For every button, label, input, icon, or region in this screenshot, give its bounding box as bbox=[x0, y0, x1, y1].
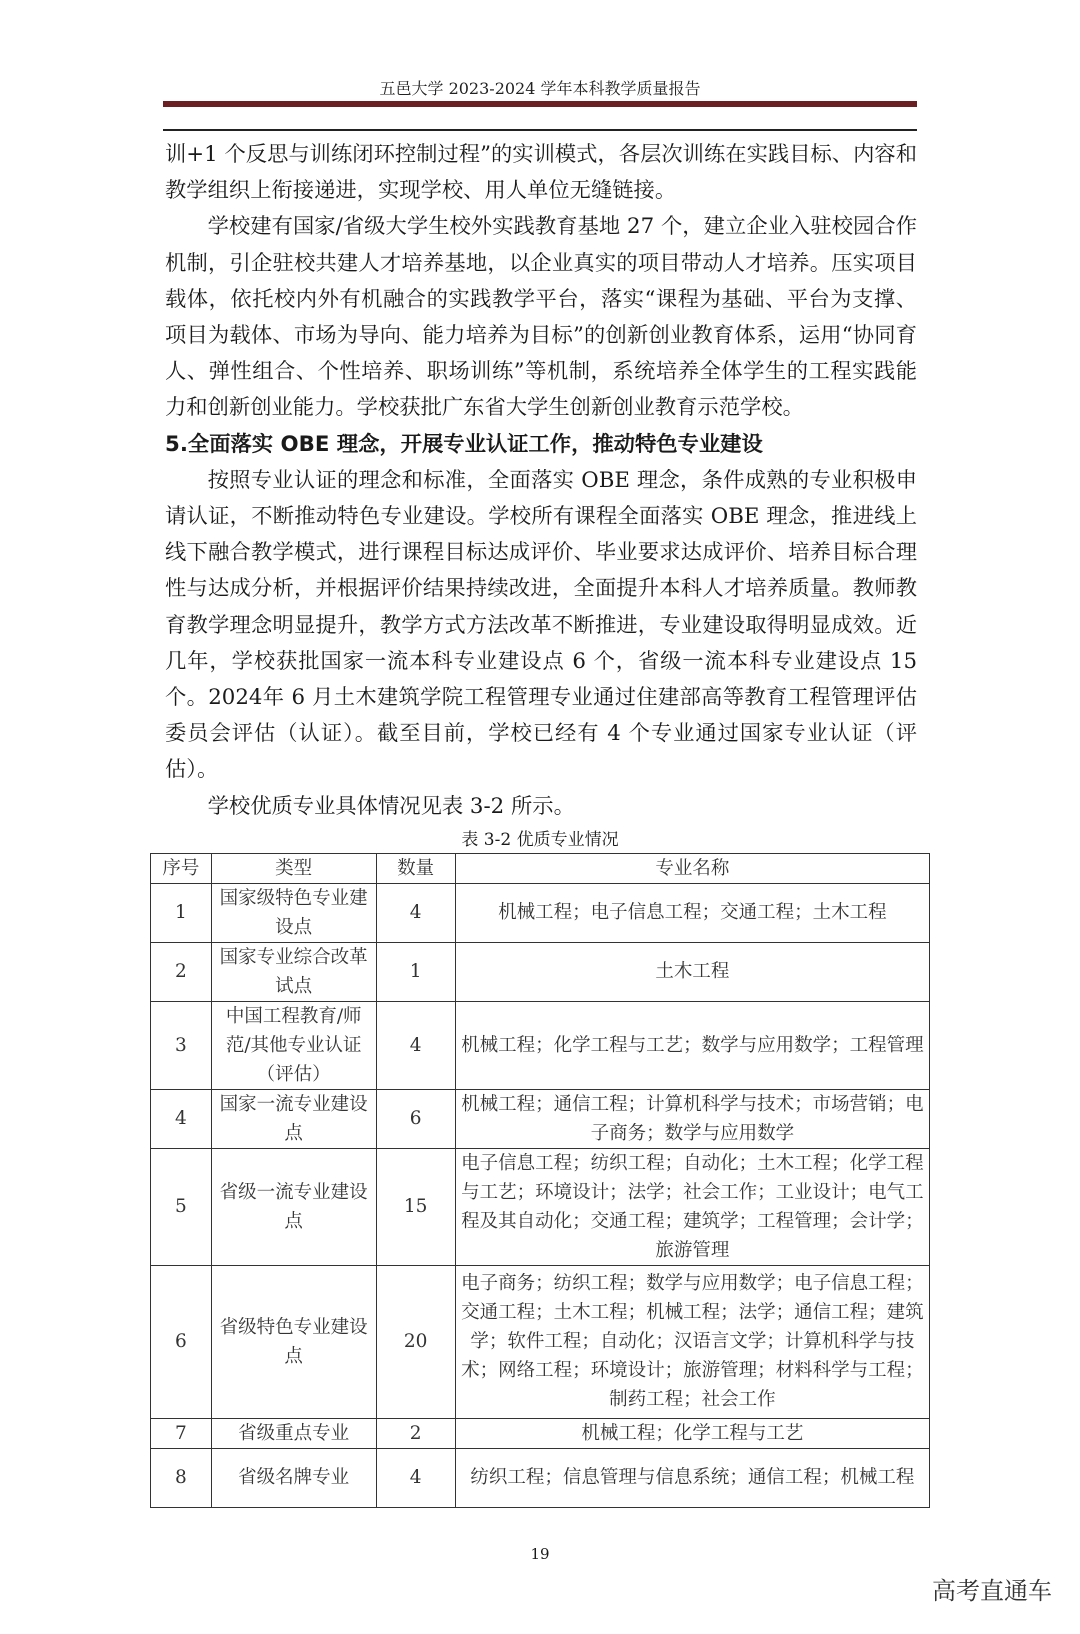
page-number-row bbox=[0, 1544, 1080, 1564]
header-rule-red bbox=[163, 101, 917, 107]
row-number: 4 bbox=[151, 1089, 212, 1148]
row-majors: 纺织工程；信息管理与信息系统；通信工程；机械工程 bbox=[455, 1448, 929, 1507]
row-type: 省级重点专业 bbox=[211, 1418, 376, 1448]
paragraph: 按照专业认证的理念和标准，全面落实 OBE 理念，条件成熟的专业积极申请认证，不断推动特色专业建设。学校所有课程全面落实 OBE 理念，推进线上线下融合教学模式，进行课程目标达成评价、毕业要求达成评价、培养目标合理性与达成分析，并根据评价结果持续改进，全面提升本科人才培养质量。教师教育教学理念明显提升，教学方式方法改革不断推进，专业建设取得明显成效。近几年，学校获批国家一流本科专业建设点 6 个，省级一流本科专业建设点 15 个。2024年 6 月土木建筑学院工程管理专业通过住建部高等教育工程管理评估委员会评估（认证）。截至目前，学校已经有 4 个专业通过国家专业认证（评估）。 bbox=[165, 467, 917, 783]
row-majors: 机械工程；电子信息工程；交通工程；土木工程 bbox=[455, 883, 929, 942]
row-count: 15 bbox=[376, 1148, 455, 1265]
table-row bbox=[151, 1089, 930, 1148]
paragraph: 学校建有国家/省级大学生校外实践教育基地 27 个，建立企业入驻校园合作机制，引企驻校共建人才培养基地，以企业真实的项目带动人才培养。压实项目载体，依托校内外有机融合的实践教学平台，落实“课程为基础、平台为支撑、项目为载体、市场为导向、能力培养为目标”的创新创业教育体系，运用“协同育人、弹性组合、个性培养、职场训练”等机制，系统培养全体学生的工程实践能力和创新创业能力。学校获批广东省大学生创新创业教育示范学校。 bbox=[165, 214, 917, 421]
row-count: 20 bbox=[376, 1265, 455, 1418]
row-majors: 电子信息工程；纺织工程；自动化；土木工程；化学工程与工艺；环境设计；法学；社会工作；工业设计；电气工程及其自动化；交通工程；建筑学；工程管理；会计学；旅游管理 bbox=[455, 1148, 929, 1265]
row-type: 省级名牌专业 bbox=[211, 1448, 376, 1507]
page-content bbox=[0, 137, 1080, 1564]
row-type: 省级一流专业建设点 bbox=[211, 1148, 376, 1265]
table-row bbox=[151, 1001, 930, 1089]
table-row bbox=[151, 1148, 930, 1265]
row-number: 7 bbox=[151, 1418, 212, 1448]
row-number: 1 bbox=[151, 883, 212, 942]
table-row bbox=[151, 1265, 930, 1418]
row-number: 2 bbox=[151, 942, 212, 1001]
table-row bbox=[151, 942, 930, 1001]
row-majors: 电子商务；纺织工程；数学与应用数学；电子信息工程；交通工程；土木工程；机械工程；法学；通信工程；建筑学；软件工程；自动化；汉语言文学；计算机科学与技术；网络工程；环境设计；旅游管理；材料科学与工程；制药工程；社会工作 bbox=[455, 1265, 929, 1418]
body-text bbox=[165, 137, 917, 825]
row-majors: 机械工程；化学工程与工艺 bbox=[455, 1418, 929, 1448]
row-type: 国家级特色专业建设点 bbox=[211, 883, 376, 942]
row-type: 国家专业综合改革试点 bbox=[211, 942, 376, 1001]
section-heading: 5.全面落实 OBE 理念，开展专业认证工作，推动特色专业建设 bbox=[165, 431, 763, 457]
quality-majors-table bbox=[150, 853, 930, 1508]
row-majors: 机械工程；通信工程；计算机科学与技术；市场营销；电子商务；数学与应用数学 bbox=[455, 1089, 929, 1148]
row-count: 1 bbox=[376, 942, 455, 1001]
table-caption: 表 3-2 优质专业情况 bbox=[461, 829, 619, 850]
table-row bbox=[151, 1418, 930, 1448]
column-header: 数量 bbox=[376, 853, 455, 883]
row-number: 5 bbox=[151, 1148, 212, 1265]
column-header: 类型 bbox=[211, 853, 376, 883]
row-majors: 土木工程 bbox=[455, 942, 929, 1001]
table-row bbox=[151, 883, 930, 942]
watermark: 高考直通车 bbox=[932, 1577, 1052, 1605]
row-count: 4 bbox=[376, 883, 455, 942]
row-number: 8 bbox=[151, 1448, 212, 1507]
table-header-row bbox=[151, 853, 930, 883]
running-header: 五邑大学 2023-2024 学年本科教学质量报告 bbox=[379, 79, 701, 98]
row-number: 6 bbox=[151, 1265, 212, 1418]
row-type: 中国工程教育/师范/其他专业认证（评估） bbox=[211, 1001, 376, 1089]
row-majors: 机械工程；化学工程与工艺；数学与应用数学；工程管理 bbox=[455, 1001, 929, 1089]
row-type: 国家一流专业建设点 bbox=[211, 1089, 376, 1148]
row-count: 4 bbox=[376, 1001, 455, 1089]
row-type: 省级特色专业建设点 bbox=[211, 1265, 376, 1418]
row-count: 6 bbox=[376, 1089, 455, 1148]
header-rule-black bbox=[163, 129, 917, 131]
table-row bbox=[151, 1448, 930, 1507]
row-number: 3 bbox=[151, 1001, 212, 1089]
column-header: 专业名称 bbox=[455, 853, 929, 883]
row-count: 4 bbox=[376, 1448, 455, 1507]
page-number: 19 bbox=[530, 1544, 550, 1563]
paragraph: 学校优质专业具体情况见表 3-2 所示。 bbox=[207, 793, 575, 819]
column-header: 序号 bbox=[151, 853, 212, 883]
row-count: 2 bbox=[376, 1418, 455, 1448]
paragraph: 训+1 个反思与训练闭环控制过程”的实训模式，各层次训练在实践目标、内容和教学组织上衔接递进，实现学校、用人单位无缝链接。 bbox=[165, 142, 917, 204]
